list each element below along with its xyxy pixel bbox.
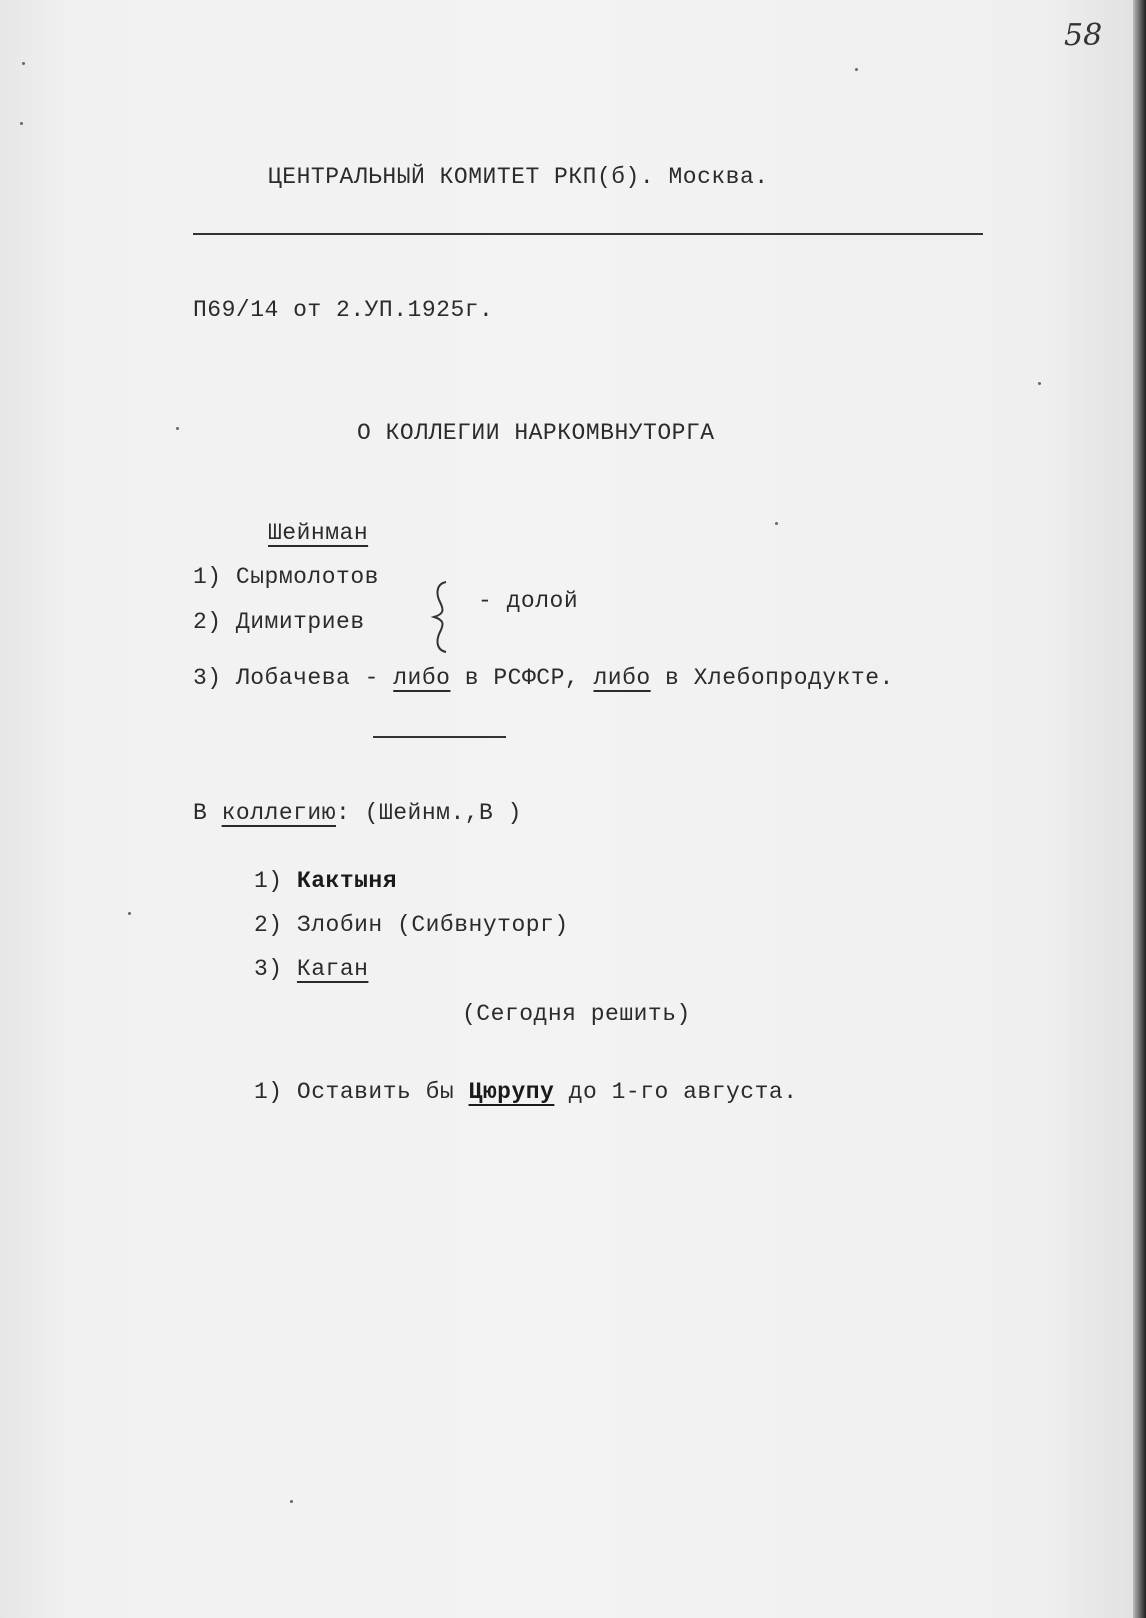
list-item <box>254 1081 798 1104</box>
underlined-word: коллегию <box>221 800 337 826</box>
brace-label: - долой <box>478 588 579 614</box>
item-text: 1) Оставить бы <box>254 1079 469 1105</box>
brace-icon <box>430 580 454 654</box>
item-number: 1) <box>254 868 297 894</box>
scan-speck <box>775 522 778 525</box>
scan-edge <box>1133 0 1146 1618</box>
scan-speck <box>22 62 25 65</box>
collegium-lead <box>193 802 522 825</box>
item-text: до 1-го августа. <box>554 1079 798 1105</box>
scan-speck <box>855 68 858 71</box>
underlined-word: либо <box>393 665 451 691</box>
header-divider <box>193 233 983 235</box>
item-number: 3) <box>254 956 297 982</box>
item-name: Каган <box>296 956 369 982</box>
item-text: в Хлебопродукте. <box>650 665 894 691</box>
section-divider <box>373 736 506 738</box>
item-text: : (Шейнм.,В ) <box>336 800 522 826</box>
scan-speck <box>176 427 179 430</box>
section-name: Шейнман <box>268 520 369 546</box>
item-name: Цюрупу <box>468 1079 555 1105</box>
scan-speck <box>128 912 131 915</box>
list-item <box>193 667 894 690</box>
list-item: 2) Димитриев <box>193 609 365 635</box>
scan-speck <box>1038 382 1041 385</box>
document-subject: О КОЛЛЕГИИ НАРКОМВНУТОРГА <box>357 420 715 446</box>
scan-speck <box>290 1500 293 1503</box>
note: (Сегодня решить) <box>462 1001 691 1027</box>
list-item <box>254 870 397 893</box>
item-name: Кактыня <box>296 868 398 894</box>
item-text: 3) Лобачева - <box>193 665 394 691</box>
list-item: 1) Сырмолотов <box>193 564 379 590</box>
list-item <box>254 958 368 981</box>
underlined-word: либо <box>593 665 651 691</box>
item-text: в РСФСР, <box>450 665 594 691</box>
document-reference: П69/14 от 2.УП.1925г. <box>193 297 494 323</box>
list-item: 2) Злобин (Сибвнуторг) <box>254 912 569 938</box>
header-title: ЦЕНТРАЛЬНЫЙ КОМИТЕТ РКП(б). Москва. <box>268 164 769 190</box>
page-number: 58 <box>1064 18 1103 53</box>
scan-speck <box>20 122 23 125</box>
item-text: В <box>193 800 222 826</box>
